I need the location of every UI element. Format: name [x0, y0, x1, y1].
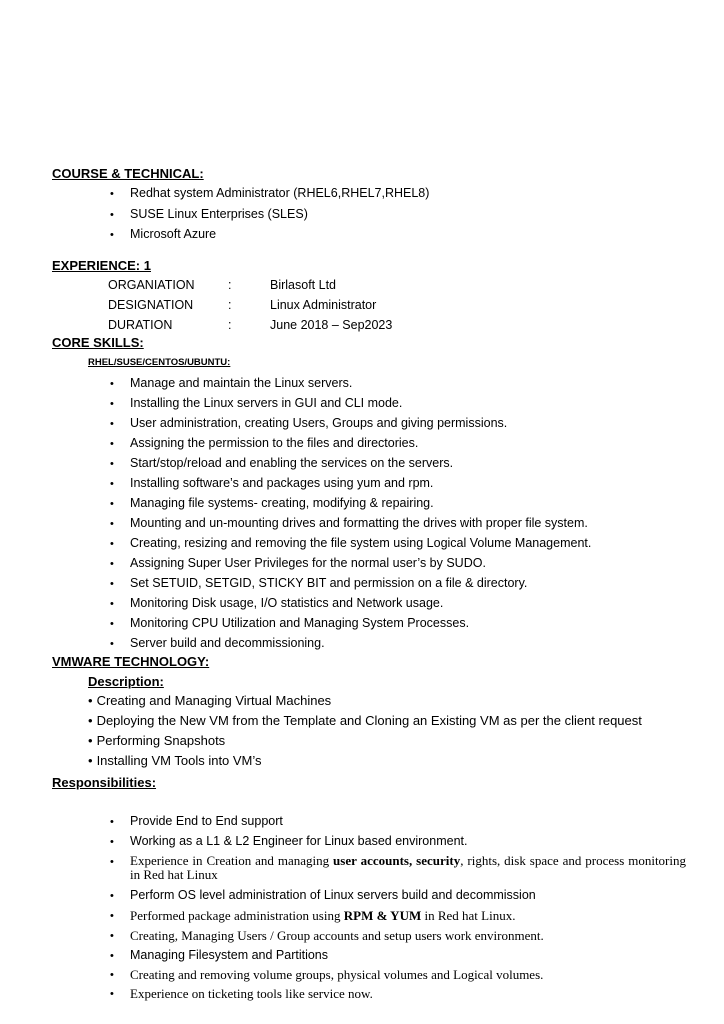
skill-item: Mounting and un-mounting drives and formatting the drives with proper file system.: [130, 516, 588, 530]
bullet: [110, 399, 114, 410]
bullet: [110, 817, 114, 828]
vmware-item: • Performing Snapshots: [88, 733, 225, 748]
bullet: [110, 230, 114, 241]
bullet: [110, 639, 114, 650]
bullet: [110, 379, 114, 390]
skill-item: Monitoring Disk usage, I/O statistics and Network usage.: [130, 596, 444, 610]
responsibility-bold: user accounts, security: [333, 853, 461, 868]
experience-label: DESIGNATION: [108, 298, 194, 312]
bullet: [110, 931, 114, 942]
responsibility-item: [130, 908, 515, 924]
bullet: [110, 857, 114, 868]
bullet: [110, 210, 114, 221]
bullet: [110, 439, 114, 450]
bullet: [110, 599, 114, 610]
bullet: [110, 479, 114, 490]
experience-label: ORGANIATION: [108, 278, 195, 292]
bullet: [110, 579, 114, 590]
vmware-item: • Creating and Managing Virtual Machines: [88, 693, 331, 708]
bullet: [110, 499, 114, 510]
bullet: [110, 539, 114, 550]
core-skills-subheading: RHEL/SUSE/CENTOS/UBUNTU:: [88, 357, 231, 368]
skill-item: Monitoring CPU Utilization and Managing System Processes.: [130, 616, 470, 630]
skill-item: Managing file systems- creating, modifying & repairing.: [130, 496, 434, 510]
bullet: [110, 951, 114, 962]
bullet: [110, 419, 114, 430]
responsibility-item: Provide End to End support: [130, 814, 283, 828]
experience-value: June 2018 – Sep2023: [270, 318, 393, 332]
bullet: [110, 891, 114, 902]
bullet: [110, 837, 114, 848]
core-skills-heading: CORE SKILLS:: [52, 335, 144, 350]
experience-separator: :: [228, 298, 232, 312]
vmware-item: • Installing VM Tools into VM’s: [88, 753, 262, 768]
skill-item: Server build and decommissioning.: [130, 636, 325, 650]
vmware-heading: VMWARE TECHNOLOGY:: [52, 654, 210, 669]
responsibility-item: Managing Filesystem and Partitions: [130, 948, 329, 962]
skill-item: Creating, resizing and removing the file system using Logical Volume Management.: [130, 536, 592, 550]
course-heading: COURSE & TECHNICAL:: [52, 166, 204, 181]
skill-item: Installing software’s and packages using yum and rpm.: [130, 476, 434, 490]
course-item: SUSE Linux Enterprises (SLES): [130, 207, 308, 221]
responsibility-item: Creating and removing volume groups, physical volumes and Logical volumes.: [130, 967, 544, 982]
skill-item: Manage and maintain the Linux servers.: [130, 376, 353, 390]
responsibility-item: Creating, Managing Users / Group accounts and setup users work environment.: [130, 928, 544, 943]
vmware-description-heading: Description:: [88, 674, 164, 689]
skill-item: Start/stop/reload and enabling the services on the servers.: [130, 456, 454, 470]
responsibilities-heading: Responsibilities:: [52, 775, 157, 790]
responsibility-bold: RPM & YUM: [343, 908, 422, 923]
course-item: Redhat system Administrator (RHEL6,RHEL7,RHEL8): [130, 186, 430, 200]
skill-item: Installing the Linux servers in GUI and CLI mode.: [130, 396, 403, 410]
experience-value: Birlasoft Ltd: [270, 278, 337, 292]
bullet: [110, 459, 114, 470]
bullet: [110, 559, 114, 570]
responsibility-text: , rights, disk space and process monitoring in Red hat Linux: [130, 853, 686, 882]
responsibility-item: Experience on ticketing tools like service now.: [130, 986, 373, 1001]
bullet: [110, 970, 114, 981]
bullet: [110, 619, 114, 630]
bullet: [110, 911, 114, 922]
experience-label: DURATION: [108, 318, 173, 332]
experience-separator: :: [228, 278, 232, 292]
responsibility-text: Experience in Creation and managing: [130, 853, 334, 868]
bullet: [110, 189, 114, 200]
bullet: [110, 989, 114, 1000]
course-item: Microsoft Azure: [130, 227, 217, 241]
responsibility-text: Performed package administration using: [130, 908, 344, 923]
responsibility-text: in Red hat Linux.: [421, 908, 516, 923]
skill-item: Set SETUID, SETGID, STICKY BIT and permission on a file & directory.: [130, 576, 528, 590]
skill-item: User administration, creating Users, Groups and giving permissions.: [130, 416, 508, 430]
skill-item: Assigning the permission to the files and directories.: [130, 436, 419, 450]
vmware-item: • Deploying the New VM from the Template and Cloning an Existing VM as per the client request: [88, 713, 642, 728]
bullet: [110, 519, 114, 530]
responsibility-item: [130, 854, 686, 882]
responsibility-item: Perform OS level administration of Linux servers build and decommission: [130, 888, 536, 902]
responsibility-item: Working as a L1 & L2 Engineer for Linux based environment.: [130, 834, 468, 848]
skill-item: Assigning Super User Privileges for the normal user’s by SUDO.: [130, 556, 486, 570]
experience-value: Linux Administrator: [270, 298, 377, 312]
experience-separator: :: [228, 318, 232, 332]
experience-heading: EXPERIENCE: 1: [52, 258, 151, 273]
